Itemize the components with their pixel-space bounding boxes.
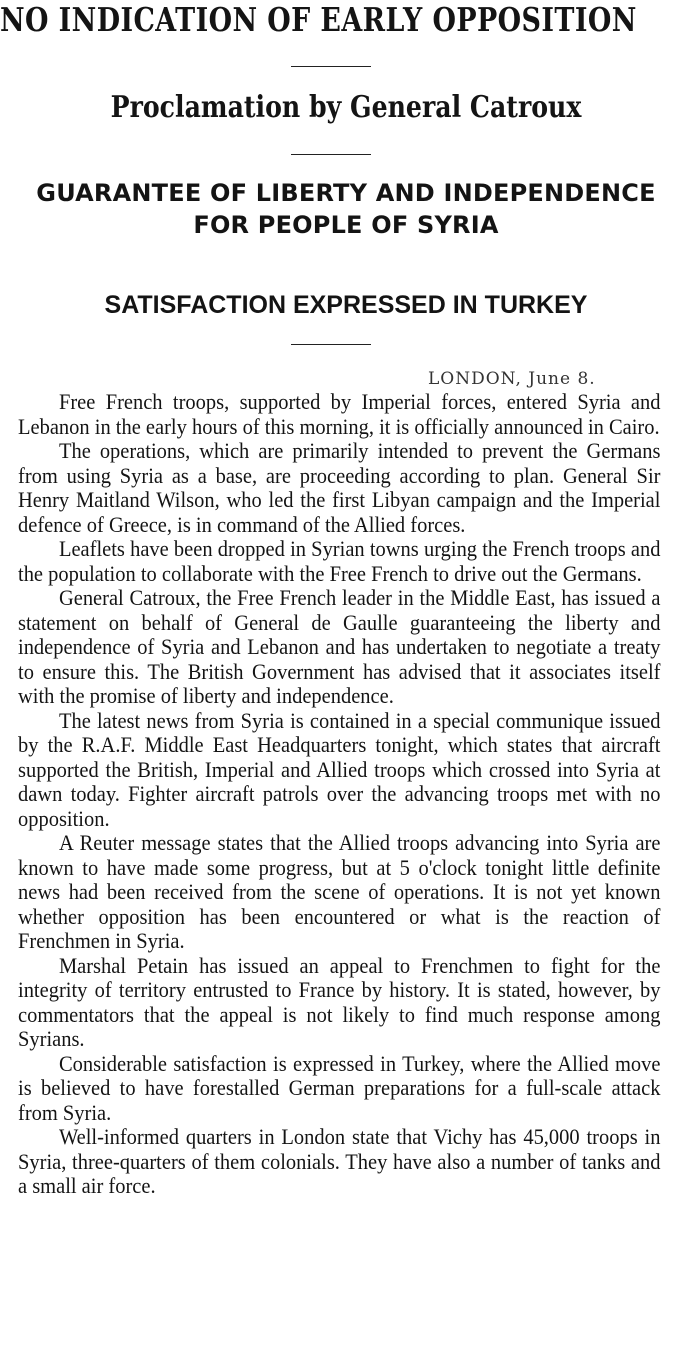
paragraph: Well-informed quarters in London state that Vichy has 45,000 troops in Syria, three-quarters of them colonials. They have also a number of tanks and a small air force. (18, 1124, 661, 1198)
paragraph: General Catroux, the Free French leader in the Middle East, has issued a statement on behalf of General de Gaulle guaranteeing the liberty and independence of Syria and Lebanon and has undertaken to negotiate a treaty to ensure this. The British Government has advised that it associates itself with the promise of liberty and independence. (18, 585, 661, 708)
paragraph: The latest news from Syria is contained in a special communique issued by the R.A.F. Middle East Headquarters tonight, which states that aircraft supported the British, Imperial and Allied troops which crossed into Syria at dawn today. Fighter aircraft patrols over the advancing troops met with no opposition. (18, 707, 661, 831)
paragraph: Leaflets have been dropped in Syrian towns urging the French troops and the population to collaborate with the Free French to drive out the Germans. (18, 536, 661, 586)
subheadline-guarantee (0, 177, 692, 241)
paragraph: The operations, which are primarily intended to prevent the Germans from using Syria as a base, are proceeding according to plan. General Sir Henry Maitland Wilson, who led the first Libyan campaign and the Imperial defence of Greece, is in command of the Allied forces. (18, 438, 661, 537)
divider-rule (291, 66, 371, 67)
paragraph: Free French troops, supported by Imperial forces, entered Syria and Lebanon in the early hours of this morning, it is officially announced in Cairo. (18, 389, 661, 439)
paragraph: Considerable satisfaction is expressed in Turkey, where the Allied move is believed to have forestalled German preparations for a full-scale attack from Syria. (18, 1050, 661, 1125)
subheadline-satisfaction: SATISFACTION EXPRESSED IN TURKEY (104, 291, 588, 319)
divider-rule (291, 154, 371, 155)
subheadline-guarantee-line-1: GUARANTEE OF LIBERTY AND INDEPENDENCE (36, 179, 656, 207)
headline: NO INDICATION OF EARLY OPPOSITION (0, 0, 637, 39)
subheadline-guarantee-line-2: FOR PEOPLE OF SYRIA (193, 211, 499, 239)
divider-rule (291, 344, 371, 345)
paragraph: A Reuter message states that the Allied troops advancing into Syria are known to have made some progress, but at 5 o'clock tonight little definite news had been received from the scene of operations. It is not yet known whether opposition has been encountered or what is the reaction of Frenchmen in Syria. (18, 830, 661, 953)
dateline: LONDON, June 8. (428, 369, 596, 389)
subheadline-proclamation: Proclamation by General Catroux (110, 90, 582, 125)
paragraph: Marshal Petain has issued an appeal to Frenchmen to fight for the integrity of territory entrusted to France by history. It is stated, however, by commentators that the appeal is not likely to find much response among Syrians. (18, 952, 661, 1051)
article-body (18, 390, 660, 1199)
